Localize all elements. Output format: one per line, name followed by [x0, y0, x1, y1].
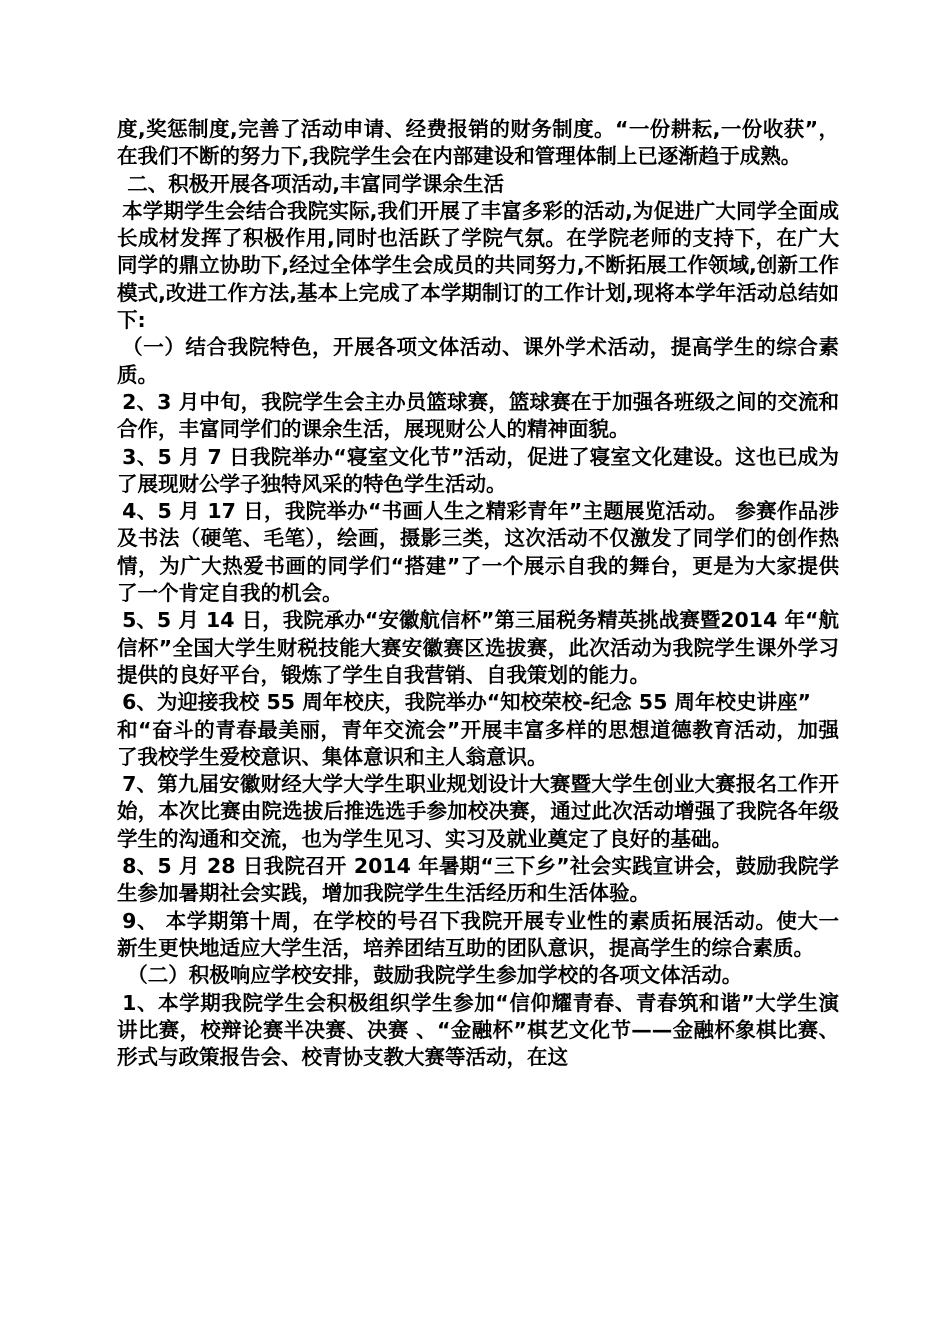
- subsection-heading-2: （二）积极响应学校安排，鼓励我院学生参加学校的各项文体活动。: [127, 963, 743, 988]
- list-item-9: 9、 本学期第十周，在学校的号召下我院开展专业性的素质拓展活动。使大一新生更快地适应大学生活，培养团结互助的团队意识，提高学生的综合素质。: [117, 908, 839, 960]
- list-item-6: 6、为迎接我校 55 周年校庆，我院举办“知校荣校-纪念 55 周年校史讲座”: [122, 690, 811, 715]
- subsection-heading-1: （一）结合我院特色，开展各项文体活动、课外学术活动，提高学生的综合素质。: [117, 335, 839, 387]
- list-item-4: 4、5 月 17 日，我院举办“书画人生之精彩青年”主题展览活动。 参赛作品涉及书法（硬笔、毛笔），绘画，摄影三类，这次活动不仅激发了同学们的创作热情，为广大热爱书画的同学们“搭建”了一个展示自我的舞台，更是为大家提供了一个肯定自我的机会。: [117, 499, 839, 606]
- section-heading-2: 二、积极开展各项活动,丰富同学课余生活: [127, 171, 505, 196]
- document-page: [117, 116, 839, 1071]
- list-item-7: 7、第九届安徽财经大学大学生职业规划设计大赛暨大学生创业大赛报名工作开始，本次比赛由院选拔后推选选手参加校决赛，通过此次活动增强了我院各年级学生的沟通和交流，也为学生见习、实习及就业奠定了良好的基础。: [117, 772, 839, 851]
- list-item-2: 2、3 月中旬，我院学生会主办员篮球赛，篮球赛在于加强各班级之间的交流和合作，丰富同学们的课余生活，展现财公人的精神面貌。: [117, 389, 839, 442]
- list-item-8: 8、5 月 28 日我院召开 2014 年暑期“三下乡”社会实践宣讲会，鼓励我院学生参加暑期社会实践，增加我院学生生活经历和生活体验。: [117, 854, 839, 906]
- list-item-5: 5、5 月 14 日，我院承办“安徽航信杯”第三届税务精英挑战赛暨2014 年“航信杯”全国大学生财税技能大赛安徽赛区选拔赛，此次活动为我院学生课外学习提供的良好平台，锻炼了学生自我营销、自我策划的能力。: [117, 608, 839, 687]
- paragraph-intro-continuation: 度,奖惩制度,完善了活动申请、经费报销的财务制度。“一份耕耘,一份收获”，在我们不断的努力下,我院学生会在内部建设和管理体制上已逐渐趋于成熟。: [117, 117, 839, 169]
- list-item-1b: 1、本学期我院学生会积极组织学生参加“信仰耀青春、青春筑和谐”大学生演讲比赛，校辩论赛半决赛、决赛 、“金融杯”棋艺文化节——金融杯象棋比赛、形式与政策报告会、校青协支教大赛等活动，在这: [117, 990, 839, 1070]
- paragraph-section-2-summary: 本学期学生会结合我院实际,我们开展了丰富多彩的活动,为促进广大同学全面成长成材发挥了积极作用,同时也活跃了学院气氛。在学院老师的支持下，在广大同学的鼎立协助下,经过全体学生会成员的共同努力,不断拓展工作领域,创新工作模式,改进工作方法,基本上完成了本学期制订的工作计划,现将本学年活动总结如下:: [117, 198, 839, 333]
- list-item-6-continuation: 和“奋斗的青春最美丽，青年交流会”开展丰富多样的思想道德教育活动，加强了我校学生爱校意识、集体意识和主人翁意识。: [117, 717, 839, 769]
- list-item-3: 3、5 月 7 日我院举办“寝室文化节”活动，促进了寝室文化建设。这也已成为了展现财公学子独特风采的特色学生活动。: [117, 444, 839, 496]
